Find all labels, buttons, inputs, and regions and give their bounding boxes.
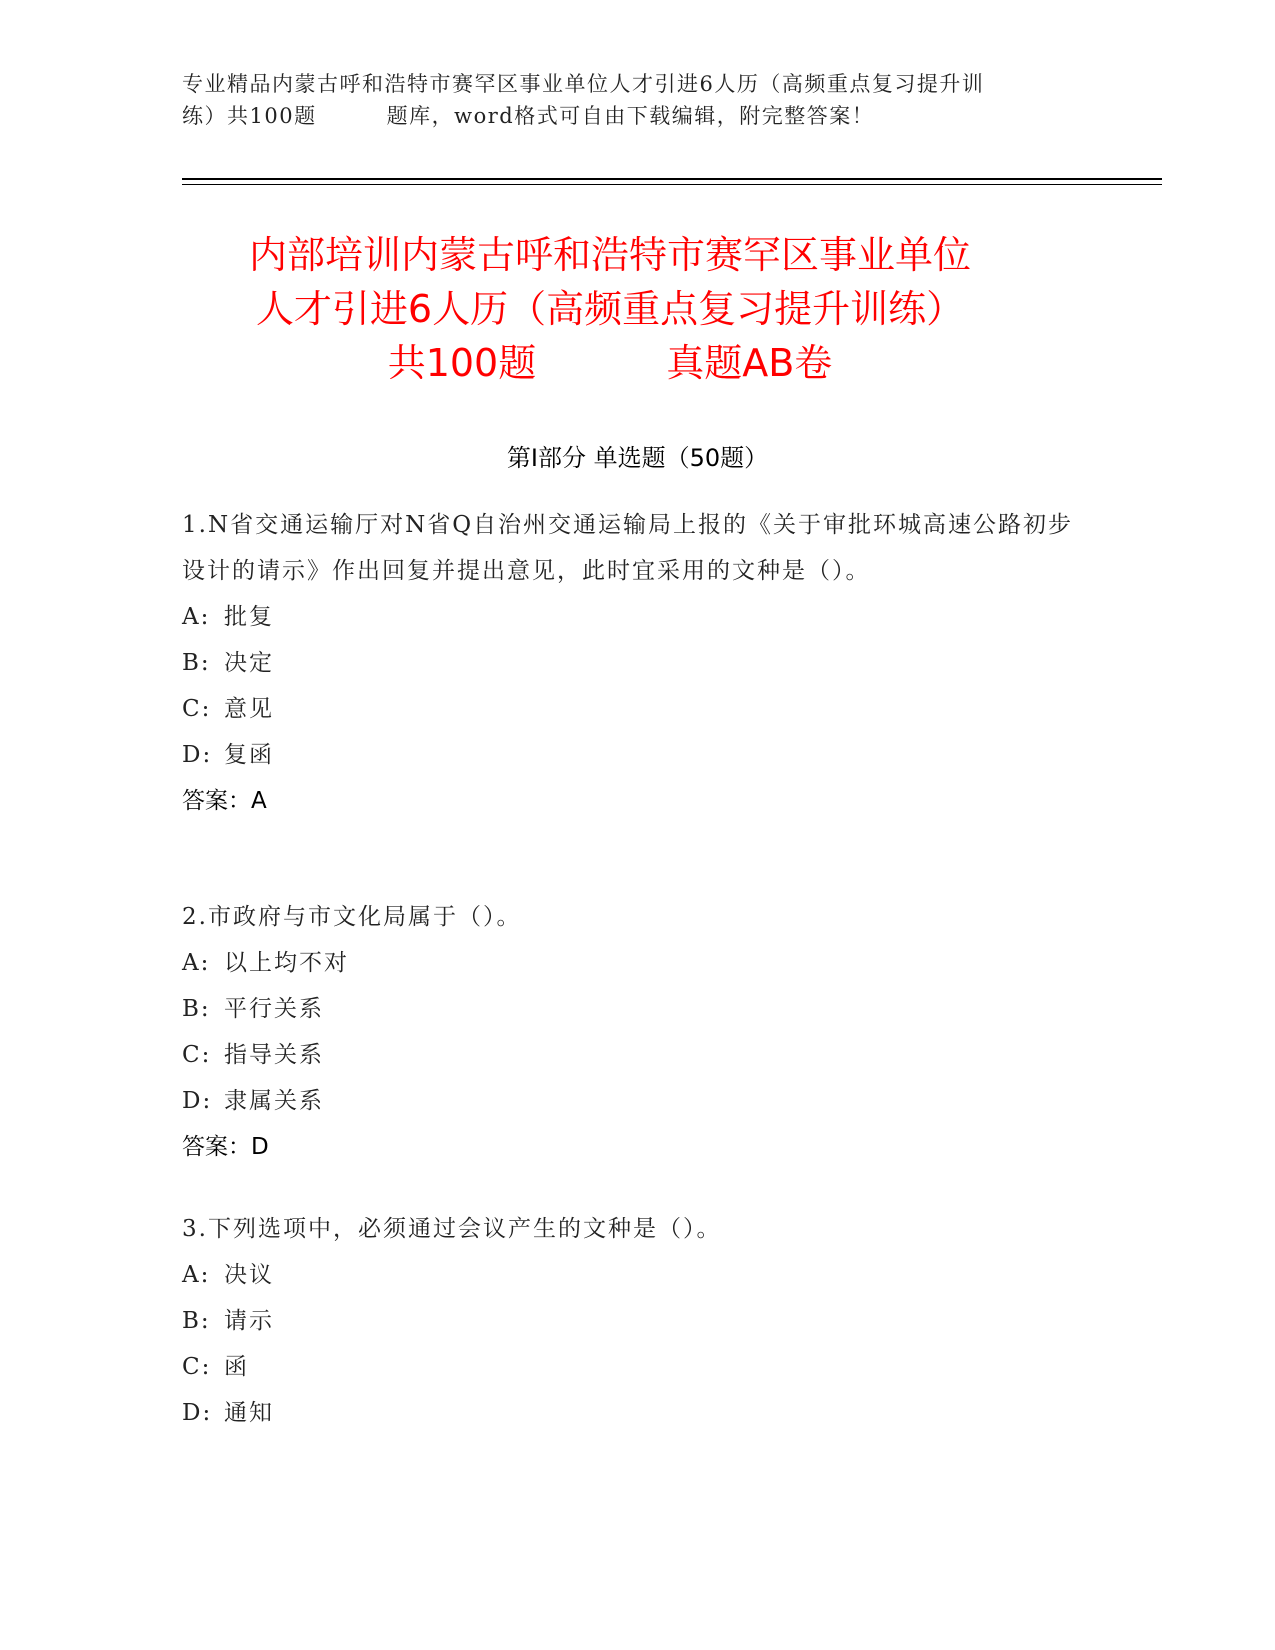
question-3 [182, 1206, 1082, 1436]
option-text: 决议 [224, 1262, 274, 1288]
option-d [182, 1390, 1082, 1436]
title-line3a: 共100题 [387, 341, 537, 385]
option-text: 复函 [224, 742, 274, 768]
answer: 答案：D [182, 1134, 269, 1160]
question-text: 1.N省交通运输厅对N省Q自治州交通运输局上报的《关于审批环城高速公路初步设计的请示》作出回复并提出意见，此时宜采用的文种是（）。 [182, 512, 1074, 584]
option-key: D: [182, 742, 213, 768]
option-key: D: [182, 1400, 213, 1426]
option-key: B: [182, 650, 211, 676]
option-c [182, 1344, 1082, 1390]
option-key: A: [182, 950, 211, 976]
header-note [182, 68, 1062, 132]
option-key: C: [182, 1354, 212, 1380]
option-text: 函 [224, 1354, 249, 1380]
option-text: 指导关系 [224, 1042, 324, 1068]
option-text: 批复 [224, 604, 274, 630]
option-c [182, 1032, 1082, 1078]
option-d [182, 732, 1082, 778]
option-b [182, 640, 1082, 686]
option-text: 请示 [224, 1308, 274, 1334]
option-text: 以上均不对 [224, 950, 349, 976]
option-key: C: [182, 696, 212, 722]
question-1 [182, 502, 1082, 824]
option-c [182, 686, 1082, 732]
option-key: B: [182, 1308, 211, 1334]
document-title [150, 228, 1070, 390]
option-text: 意见 [224, 696, 274, 722]
title-line3 [150, 336, 1070, 390]
header-note-line1: 专业精品内蒙古呼和浩特市赛罕区事业单位人才引进6人历（高频重点复习提升训 [182, 72, 985, 96]
option-key: A: [182, 604, 211, 630]
option-text: 平行关系 [224, 996, 324, 1022]
answer: 答案：A [182, 788, 267, 814]
option-a [182, 1252, 1082, 1298]
question-2 [182, 894, 1082, 1170]
header-rule-thin [182, 184, 1162, 185]
option-key: D: [182, 1088, 213, 1114]
title-line1: 内部培训内蒙古呼和浩特市赛罕区事业单位 [248, 233, 971, 277]
header-rule-thick [182, 178, 1162, 180]
header-note-line2a: 练）共100题 [182, 104, 317, 128]
option-a [182, 594, 1082, 640]
option-key: A: [182, 1262, 211, 1288]
option-text: 隶属关系 [224, 1088, 324, 1114]
option-key: B: [182, 996, 211, 1022]
option-b [182, 986, 1082, 1032]
section-title: 第I部分 单选题（50题） [506, 444, 769, 472]
title-line2: 人才引进6人历（高频重点复习提升训练） [255, 287, 965, 331]
header-note-line2 [182, 100, 1062, 132]
option-text: 通知 [224, 1400, 274, 1426]
question-text: 3.下列选项中，必须通过会议产生的文种是（）。 [182, 1216, 722, 1242]
question-text: 2.市政府与市文化局属于（）。 [182, 904, 522, 930]
option-b [182, 1298, 1082, 1344]
option-d [182, 1078, 1082, 1124]
option-text: 决定 [224, 650, 274, 676]
option-a [182, 940, 1082, 986]
header-note-line2b: 题库，word格式可自由下载编辑，附完整答案！ [386, 104, 875, 128]
option-key: C: [182, 1042, 212, 1068]
title-line3b: 真题AB卷 [666, 341, 833, 385]
